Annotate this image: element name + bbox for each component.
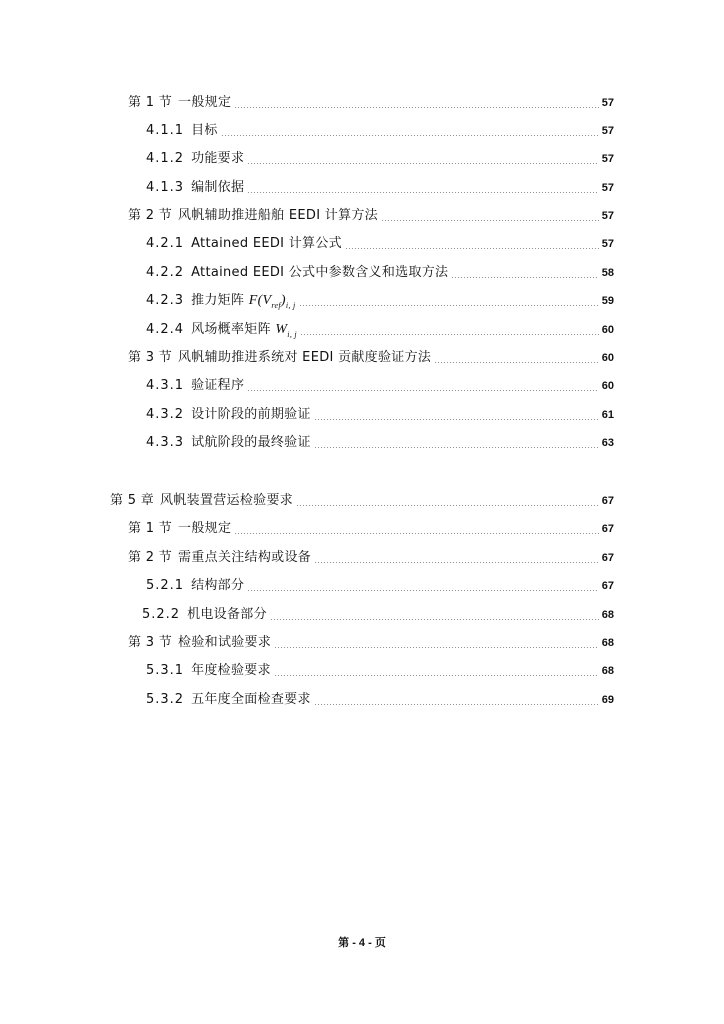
toc-title: 设计阶段的前期验证 [191, 407, 311, 422]
toc-page: 59 [601, 295, 614, 307]
dot-leader [345, 248, 599, 249]
toc-number: 4.3.3 [146, 435, 185, 450]
toc-page: 68 [601, 637, 614, 649]
toc-page: 57 [601, 210, 614, 222]
toc-entry[interactable] [146, 575, 614, 597]
toc-section: 第 3 节 [128, 350, 173, 365]
dot-leader [314, 562, 599, 563]
dot-leader [381, 220, 599, 221]
toc-number: 5.3.1 [146, 663, 185, 678]
toc-page: 67 [601, 580, 614, 592]
toc-page: 57 [601, 153, 614, 165]
toc-title: 功能要求 [191, 151, 245, 166]
wind-matrix-formula: $W_{i, j}$ [275, 322, 297, 339]
toc-title: 需重点关注结构或设备 [178, 550, 312, 565]
toc-number: 5.2.2 [142, 607, 181, 622]
toc-page: 67 [601, 495, 614, 507]
toc-page: 67 [601, 552, 614, 564]
toc-section: 第 2 节 [128, 208, 173, 223]
dot-leader [270, 619, 599, 620]
toc-page: 68 [601, 665, 614, 677]
toc-section: 第 1 节 [128, 521, 173, 536]
dot-leader [314, 419, 599, 420]
toc-number: 4.1.2 [146, 151, 185, 166]
toc-title: 机电设备部分 [187, 607, 267, 622]
toc-title: 一般规定 [178, 521, 232, 536]
toc-number: 4.2.4 [146, 322, 185, 337]
toc-entry[interactable] [146, 177, 614, 199]
toc-entry[interactable] [146, 689, 614, 711]
toc-entry[interactable] [146, 432, 614, 454]
toc-entry[interactable] [146, 290, 614, 312]
dot-leader [434, 362, 599, 363]
toc-title: 五年度全面检查要求 [191, 692, 311, 707]
toc-entry[interactable] [110, 490, 614, 512]
toc-page: 61 [601, 409, 614, 421]
toc-page: 57 [601, 97, 614, 109]
dot-leader [451, 277, 598, 278]
dot-leader [274, 675, 599, 676]
toc-title: 推力矩阵 [191, 293, 245, 308]
toc-title: 结构部分 [191, 578, 245, 593]
toc-title: 编制依据 [191, 180, 245, 195]
toc-page: 60 [601, 380, 614, 392]
toc-number: 4.1.1 [146, 123, 185, 138]
toc-title: 风帆辅助推进船舶 EEDI 计算方法 [178, 208, 378, 223]
dot-leader [296, 505, 599, 506]
toc-number: 4.2.1 [146, 236, 185, 251]
toc-entry[interactable] [128, 92, 614, 114]
toc-title: 验证程序 [191, 378, 245, 393]
dot-leader [247, 590, 598, 591]
dot-leader [221, 135, 599, 136]
toc-number: 4.3.1 [146, 378, 185, 393]
dot-leader [314, 704, 599, 705]
toc-title: 检验和试验要求 [178, 635, 272, 650]
toc-page: 63 [601, 437, 614, 449]
toc-page: 60 [601, 324, 614, 336]
toc-entry[interactable] [146, 120, 614, 142]
dot-leader [314, 447, 599, 448]
toc-page: 58 [601, 267, 614, 279]
toc-entry[interactable] [146, 660, 614, 682]
toc-page: 69 [601, 694, 614, 706]
dot-leader [300, 334, 599, 335]
thrust-matrix-formula: $F(V_{ref})_{i, j}$ [248, 293, 296, 310]
toc-section: 第 1 节 [128, 95, 173, 110]
toc-title: 目标 [191, 123, 218, 138]
toc-title: Attained EEDI 公式中参数含义和选取方法 [191, 265, 449, 280]
toc-title: 年度检验要求 [191, 663, 271, 678]
toc-page: 67 [601, 523, 614, 535]
toc-number: 4.1.3 [146, 180, 185, 195]
toc-entry[interactable] [146, 375, 614, 397]
toc-entry[interactable] [128, 547, 614, 569]
dot-leader [247, 163, 598, 164]
toc-chapter: 第 5 章 [110, 493, 155, 508]
toc-number: 4.2.3 [146, 293, 185, 308]
toc-page: 57 [601, 182, 614, 194]
dot-leader [234, 107, 599, 108]
toc-page: 60 [601, 352, 614, 364]
toc-section: 第 3 节 [128, 635, 173, 650]
toc-page: 57 [601, 238, 614, 250]
toc-entry[interactable] [142, 604, 614, 626]
toc-entry[interactable] [128, 518, 614, 540]
toc-entry[interactable] [128, 205, 614, 227]
toc-number: 5.3.2 [146, 692, 185, 707]
dot-leader [247, 390, 598, 391]
dot-leader [299, 305, 599, 306]
toc-title: 风场概率矩阵 [191, 322, 271, 337]
toc-title: 一般规定 [178, 95, 232, 110]
toc-number: 4.3.2 [146, 407, 185, 422]
toc-section: 第 2 节 [128, 550, 173, 565]
toc-title: 风帆装置营运检验要求 [160, 493, 294, 508]
dot-leader [247, 192, 598, 193]
toc-entry[interactable] [146, 148, 614, 170]
toc-page: 68 [601, 609, 614, 621]
toc-entry[interactable] [146, 404, 614, 426]
toc-entry[interactable] [128, 347, 614, 369]
toc-entry[interactable] [146, 233, 614, 255]
toc-title: 试航阶段的最终验证 [191, 435, 311, 450]
toc-entry[interactable] [146, 319, 614, 341]
toc-number: 4.2.2 [146, 265, 185, 280]
dot-leader [234, 533, 599, 534]
toc-number: 5.2.1 [146, 578, 185, 593]
toc-title: Attained EEDI 计算公式 [191, 236, 342, 251]
toc-entry[interactable] [146, 262, 614, 284]
toc-title: 风帆辅助推进系统对 EEDI 贡献度验证方法 [178, 350, 432, 365]
toc-page: 57 [601, 125, 614, 137]
toc-entry[interactable] [128, 632, 614, 654]
dot-leader [274, 647, 599, 648]
page-footer: 第 - 4 - 页 [338, 937, 386, 949]
